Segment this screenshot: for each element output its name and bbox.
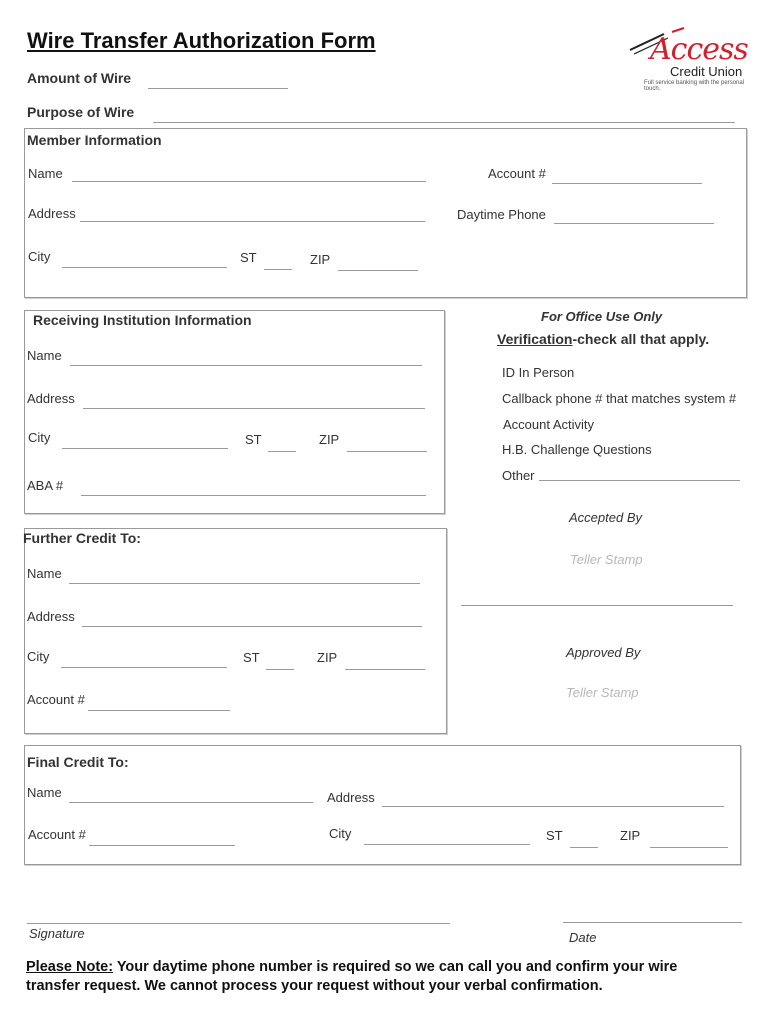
office-other-field[interactable] [539,480,740,481]
office-item-callback-phone: Callback phone # that matches system # [502,391,737,406]
receiving-aba-label: ABA # [27,478,64,493]
receiving-institution-heading: Receiving Institution Information [33,312,252,328]
member-address-field[interactable] [80,221,425,222]
teller-stamp-2: Teller Stamp [566,685,639,700]
member-account-label: Account # [488,166,546,181]
further-credit-box [24,528,447,734]
member-zip-field[interactable] [338,270,418,271]
member-info-box [24,128,747,298]
approved-by-label: Approved By [566,645,641,660]
purpose-of-wire-field[interactable] [153,122,735,123]
final-account-field[interactable] [89,845,235,846]
further-st-label: ST [243,650,260,665]
member-city-field[interactable] [62,267,227,268]
member-city-label: City [28,249,51,264]
receiving-name-label: Name [27,348,62,363]
receiving-st-field[interactable] [268,451,296,452]
receiving-city-label: City [28,430,51,445]
further-credit-heading: Further Credit To: [23,530,141,546]
office-item-account-activity: Account Activity [503,417,595,432]
final-credit-heading: Final Credit To: [27,754,129,770]
purpose-of-wire-label: Purpose of Wire [27,104,135,120]
member-address-label: Address [28,206,76,221]
receiving-name-field[interactable] [70,365,422,366]
further-address-label: Address [27,609,75,624]
please-note-lead: Please Note: [26,959,114,975]
receiving-address-label: Address [27,391,75,406]
teller-stamp-1: Teller Stamp [570,552,643,567]
member-name-label: Name [28,166,63,181]
further-city-field[interactable] [61,667,227,668]
further-name-label: Name [27,566,62,581]
final-address-field[interactable] [382,806,724,807]
member-zip-label: ZIP [310,252,331,267]
date-line[interactable] [563,922,742,923]
receiving-city-field[interactable] [62,448,228,449]
date-label: Date [569,930,597,945]
receiving-zip-label: ZIP [319,432,340,447]
verification-rest: -check all that apply. [572,331,710,347]
please-note-text: Your daytime phone number is required so we can call you and confirm your wire transfer request. We cannot process your request without your verbal confirmation. [26,959,678,994]
final-name-field[interactable] [69,802,313,803]
office-item-other: Other [502,468,535,483]
further-city-label: City [27,649,50,664]
access-credit-union-logo [624,26,748,92]
further-address-field[interactable] [82,626,422,627]
form-title: Wire Transfer Authorization Form [27,28,376,53]
accepted-by-signature-line[interactable] [461,605,733,606]
final-credit-box [24,745,741,865]
final-st-label: ST [546,828,563,843]
logo-sub: Credit Union [670,64,743,79]
logo-brand: Access [650,32,748,67]
office-item-hb-challenge: H.B. Challenge Questions [502,442,652,457]
final-name-label: Name [27,785,62,800]
member-st-label: ST [240,250,257,265]
receiving-st-label: ST [245,432,262,447]
final-zip-field[interactable] [650,847,728,848]
member-daytime-phone-label: Daytime Phone [457,207,546,222]
amount-of-wire-field[interactable] [148,88,288,89]
receiving-address-field[interactable] [83,408,425,409]
further-zip-label: ZIP [317,650,338,665]
accepted-by-label: Accepted By [569,510,642,525]
member-info-heading: Member Information [27,132,162,148]
further-zip-field[interactable] [345,669,425,670]
receiving-institution-box [24,310,445,514]
office-use-heading: For Office Use Only [541,309,663,324]
further-account-field[interactable] [88,710,230,711]
office-item-id-in-person: ID In Person [502,365,575,380]
final-zip-label: ZIP [620,828,641,843]
signature-label: Signature [29,926,85,941]
member-account-field[interactable] [552,183,702,184]
logo-tagline: Full service banking with the personal touch. [644,80,745,92]
further-name-field[interactable] [69,583,420,584]
please-note [26,958,731,996]
receiving-zip-field[interactable] [347,451,427,452]
final-address-label: Address [327,790,375,805]
final-st-field[interactable] [570,847,598,848]
verification-link: Verification [497,331,573,347]
amount-of-wire-label: Amount of Wire [27,70,132,86]
receiving-aba-field[interactable] [81,495,426,496]
final-account-label: Account # [28,827,86,842]
member-daytime-phone-field[interactable] [554,223,714,224]
further-st-field[interactable] [266,669,294,670]
final-city-label: City [329,826,352,841]
verification-instruction [497,331,709,347]
final-city-field[interactable] [364,844,530,845]
member-name-field[interactable] [72,181,426,182]
signature-line[interactable] [27,923,450,924]
further-account-label: Account # [27,692,85,707]
member-st-field[interactable] [264,269,292,270]
